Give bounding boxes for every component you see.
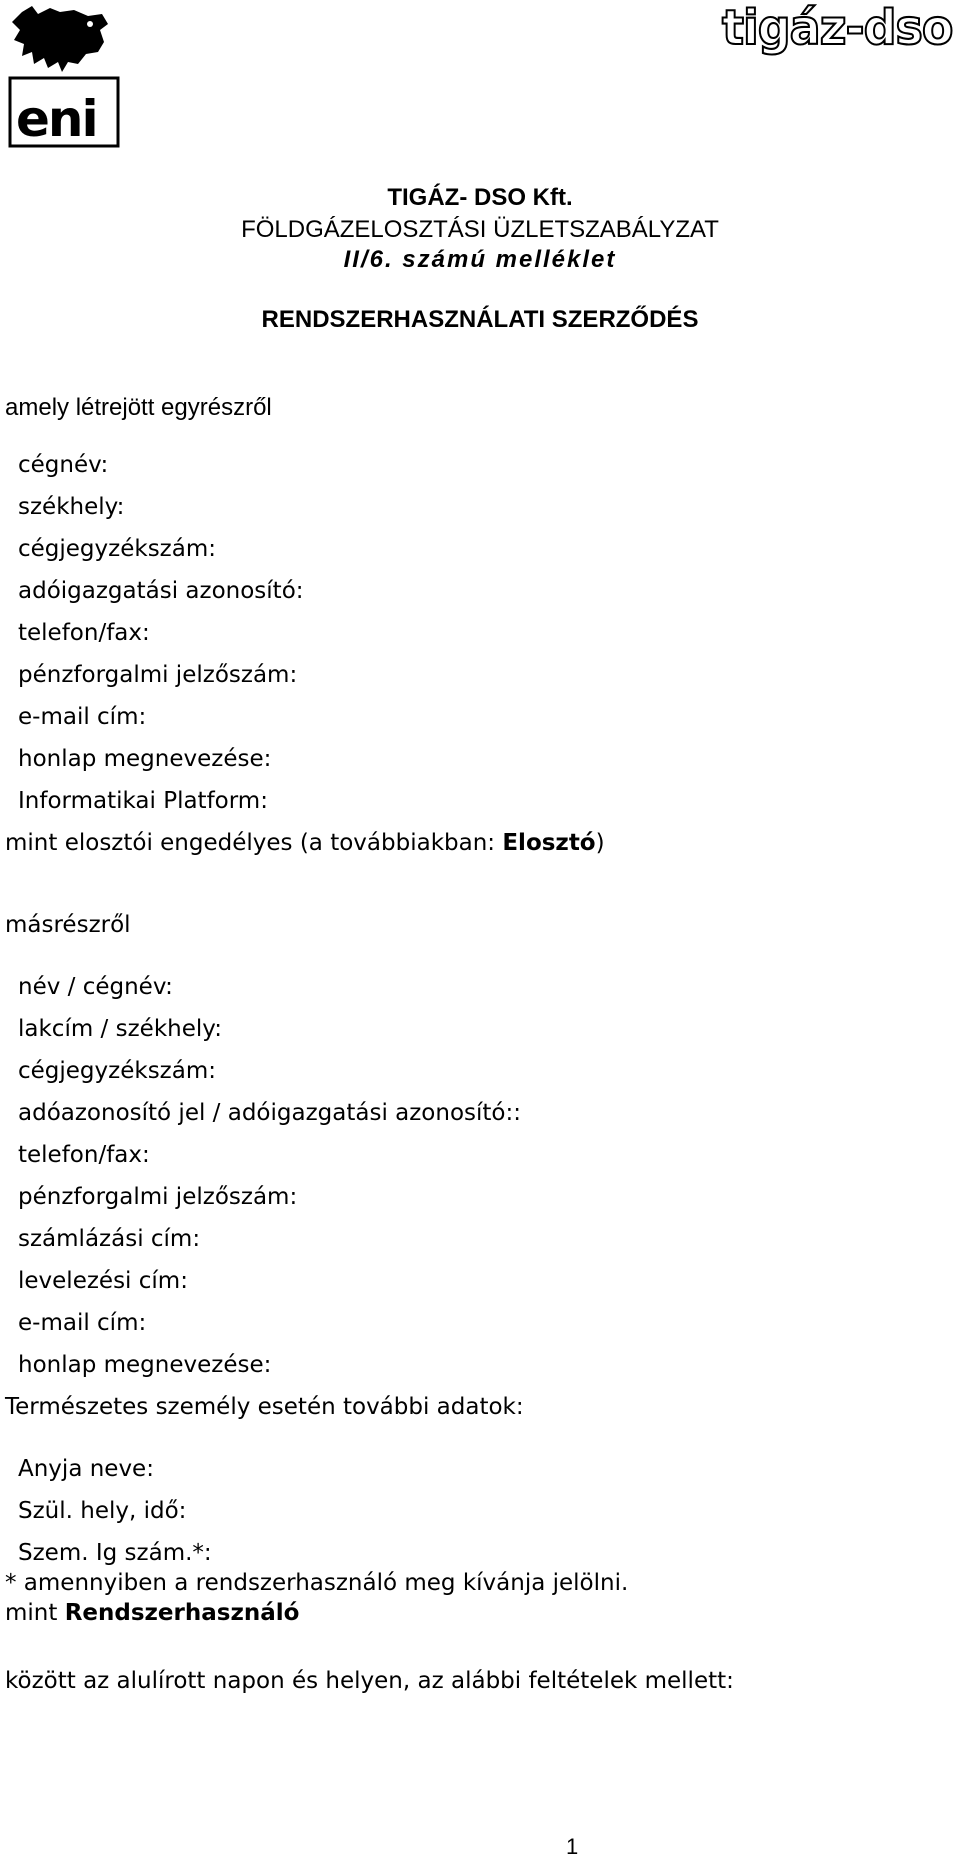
party1-role-name: Elosztó (502, 830, 596, 856)
natural-person-field: Szem. Ig szám.*: (18, 1540, 212, 1566)
document-title: FÖLDGÁZELOSZTÁSI ÜZLETSZABÁLYZAT (241, 216, 719, 243)
company-name: TIGÁZ- DSO Kft. (387, 184, 573, 211)
annex-label: II/6. számú melléklet (343, 246, 617, 273)
footnote: * amennyiben a rendszerhasználó meg kívánja jelölni. (5, 1570, 629, 1596)
page-number: 1 (566, 1834, 579, 1859)
party1-role-suffix: ) (595, 830, 605, 856)
party2-intro: másrészről (5, 912, 131, 938)
contract-title: RENDSZERHASZNÁLATI SZERZŐDÉS (261, 306, 699, 333)
party2-field: számlázási cím: (18, 1226, 201, 1252)
natural-person-heading: Természetes személy esetén további adatok: (5, 1394, 524, 1420)
natural-person-field: Szül. hely, idő: (18, 1498, 187, 1524)
party1-field: székhely: (18, 494, 125, 520)
party1-field: e-mail cím: (18, 704, 147, 730)
party2-role (5, 1600, 299, 1626)
party1-field: cégnév: (18, 452, 109, 478)
party1-field: pénzforgalmi jelzőszám: (18, 662, 298, 688)
party2-field: levelezési cím: (18, 1268, 188, 1294)
party2-field: e-mail cím: (18, 1310, 147, 1336)
party1-role (5, 830, 605, 856)
party1-field: Informatikai Platform: (18, 788, 268, 814)
party2-field: cégjegyzékszám: (18, 1058, 216, 1084)
party1-field: honlap megnevezése: (18, 746, 272, 772)
party1-intro: amely létrejött egyrészről (5, 394, 272, 421)
party2-role-prefix: mint (5, 1600, 65, 1626)
party1-field: telefon/fax: (18, 620, 150, 646)
party1-field: adóigazgatási azonosító: (18, 578, 304, 604)
tigaz-dso-logo: tigáz-dso (722, 0, 953, 56)
eni-logo-text: eni (16, 90, 97, 148)
party2-field: adóazonosító jel / adóigazgatási azonosító:: (18, 1100, 521, 1126)
eni-logo (4, 2, 124, 150)
party1-field: cégjegyzékszám: (18, 536, 216, 562)
closing-sentence: között az alulírott napon és helyen, az alábbi feltételek mellett: (5, 1668, 734, 1694)
natural-person-field: Anyja neve: (18, 1456, 154, 1482)
party2-field: lakcím / székhely: (18, 1016, 222, 1042)
party2-role-name: Rendszerhasználó (64, 1600, 300, 1626)
party2-field: név / cégnév: (18, 974, 173, 1000)
party1-role-prefix: mint elosztói engedélyes (a továbbiakban: (5, 830, 503, 856)
party2-field: honlap megnevezése: (18, 1352, 272, 1378)
party2-field: telefon/fax: (18, 1142, 150, 1168)
party2-field: pénzforgalmi jelzőszám: (18, 1184, 298, 1210)
